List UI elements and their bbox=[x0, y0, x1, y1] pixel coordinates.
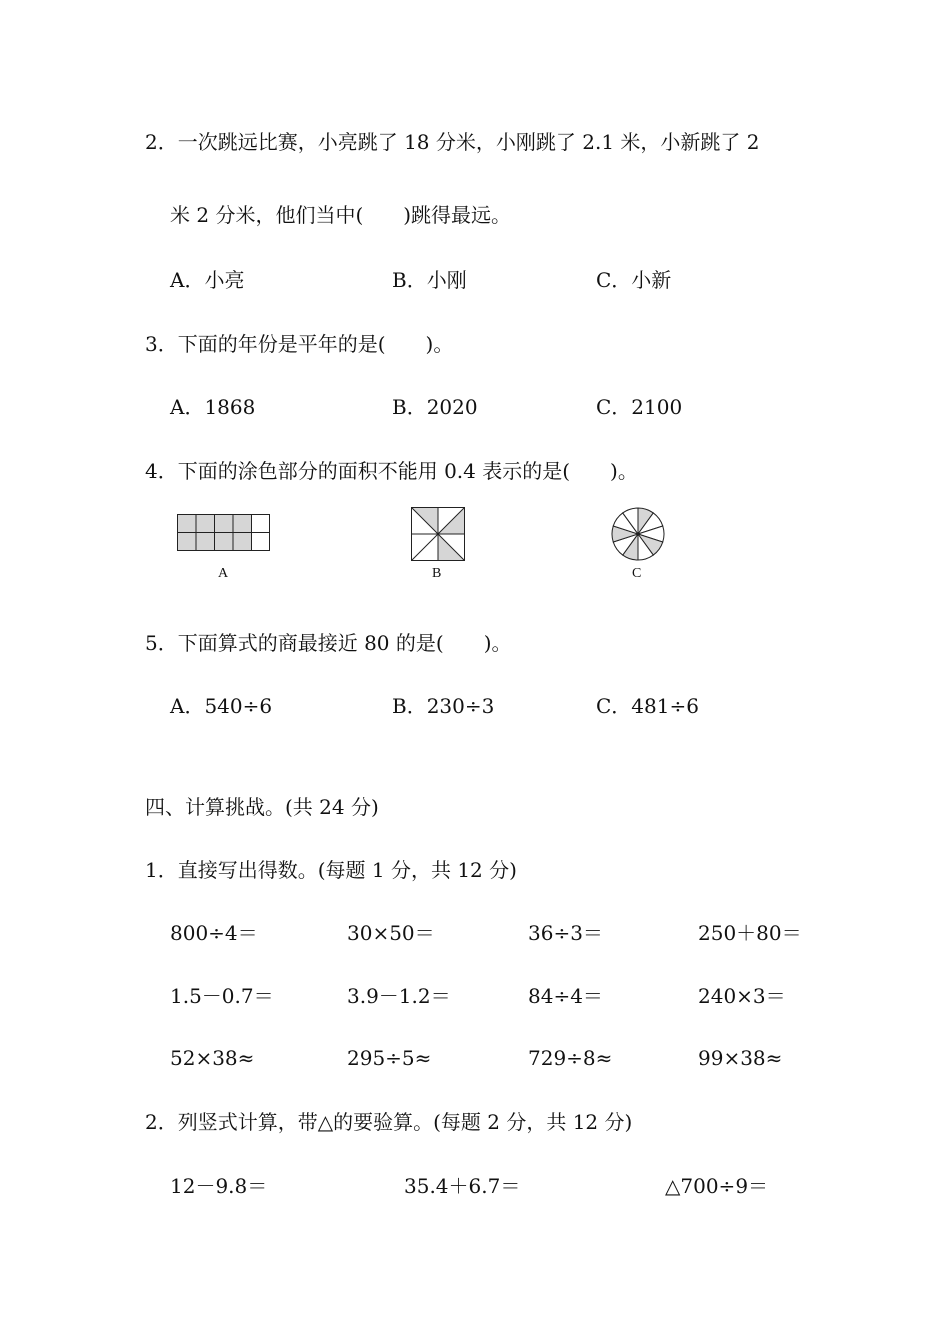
section4-title: 四、计算挑战。(共 24 分) bbox=[145, 795, 379, 819]
vertical-calc-item: 35.4＋6.7＝ bbox=[404, 1174, 521, 1198]
q5-option-a: A．540÷6 bbox=[170, 694, 273, 718]
q4-stem: 4．下面的涂色部分的面积不能用 0.4 表示的是( )。 bbox=[145, 459, 638, 483]
q3-option-b: B．2020 bbox=[392, 395, 478, 419]
calc-item: 240×3＝ bbox=[698, 984, 786, 1008]
q5-option-c: C．481÷6 bbox=[596, 694, 699, 718]
calc-item: 250＋80＝ bbox=[698, 921, 802, 945]
vertical-calc-item: △700÷9＝ bbox=[665, 1174, 769, 1198]
calc-item: 800÷4＝ bbox=[170, 921, 258, 945]
q4-figure-c-label: C bbox=[632, 566, 642, 581]
calc-item: 1.5－0.7＝ bbox=[170, 984, 274, 1008]
q4-figure-c-circle bbox=[610, 506, 666, 562]
calc-item: 52×38≈ bbox=[170, 1046, 255, 1070]
vertical-calc-item: 12－9.8＝ bbox=[170, 1174, 268, 1198]
q2-stem-line2: 米 2 分米，他们当中( )跳得最远。 bbox=[170, 203, 512, 227]
q4-figure-b-square bbox=[411, 507, 465, 561]
calc-item: 295÷5≈ bbox=[347, 1046, 432, 1070]
q2-option-a: A．小亮 bbox=[170, 268, 245, 292]
q3-option-c: C．2100 bbox=[596, 395, 683, 419]
calc-item: 84÷4＝ bbox=[528, 984, 603, 1008]
calc-item: 729÷8≈ bbox=[528, 1046, 613, 1070]
q4-figure-a-grid bbox=[177, 514, 271, 552]
q4-figure-b-label: B bbox=[432, 566, 442, 581]
calc-item: 3.9－1.2＝ bbox=[347, 984, 451, 1008]
section4-sub1-stem: 1．直接写出得数。(每题 1 分，共 12 分) bbox=[145, 858, 517, 882]
q5-stem: 5．下面算式的商最接近 80 的是( )。 bbox=[145, 631, 512, 655]
q3-option-a: A．1868 bbox=[170, 395, 256, 419]
q5-option-b: B．230÷3 bbox=[392, 694, 495, 718]
q4-figure-a-label: A bbox=[218, 566, 229, 581]
q3-stem: 3．下面的年份是平年的是( )。 bbox=[145, 332, 454, 356]
calc-item: 99×38≈ bbox=[698, 1046, 783, 1070]
q2-option-c: C．小新 bbox=[596, 268, 672, 292]
q2-stem-line1: 2．一次跳远比赛，小亮跳了 18 分米，小刚跳了 2.1 米，小新跳了 2 bbox=[145, 130, 760, 154]
q2-option-b: B．小刚 bbox=[392, 268, 467, 292]
section4-sub2-stem: 2．列竖式计算，带△的要验算。(每题 2 分，共 12 分) bbox=[145, 1110, 633, 1134]
calc-item: 30×50＝ bbox=[347, 921, 435, 945]
calc-item: 36÷3＝ bbox=[528, 921, 603, 945]
